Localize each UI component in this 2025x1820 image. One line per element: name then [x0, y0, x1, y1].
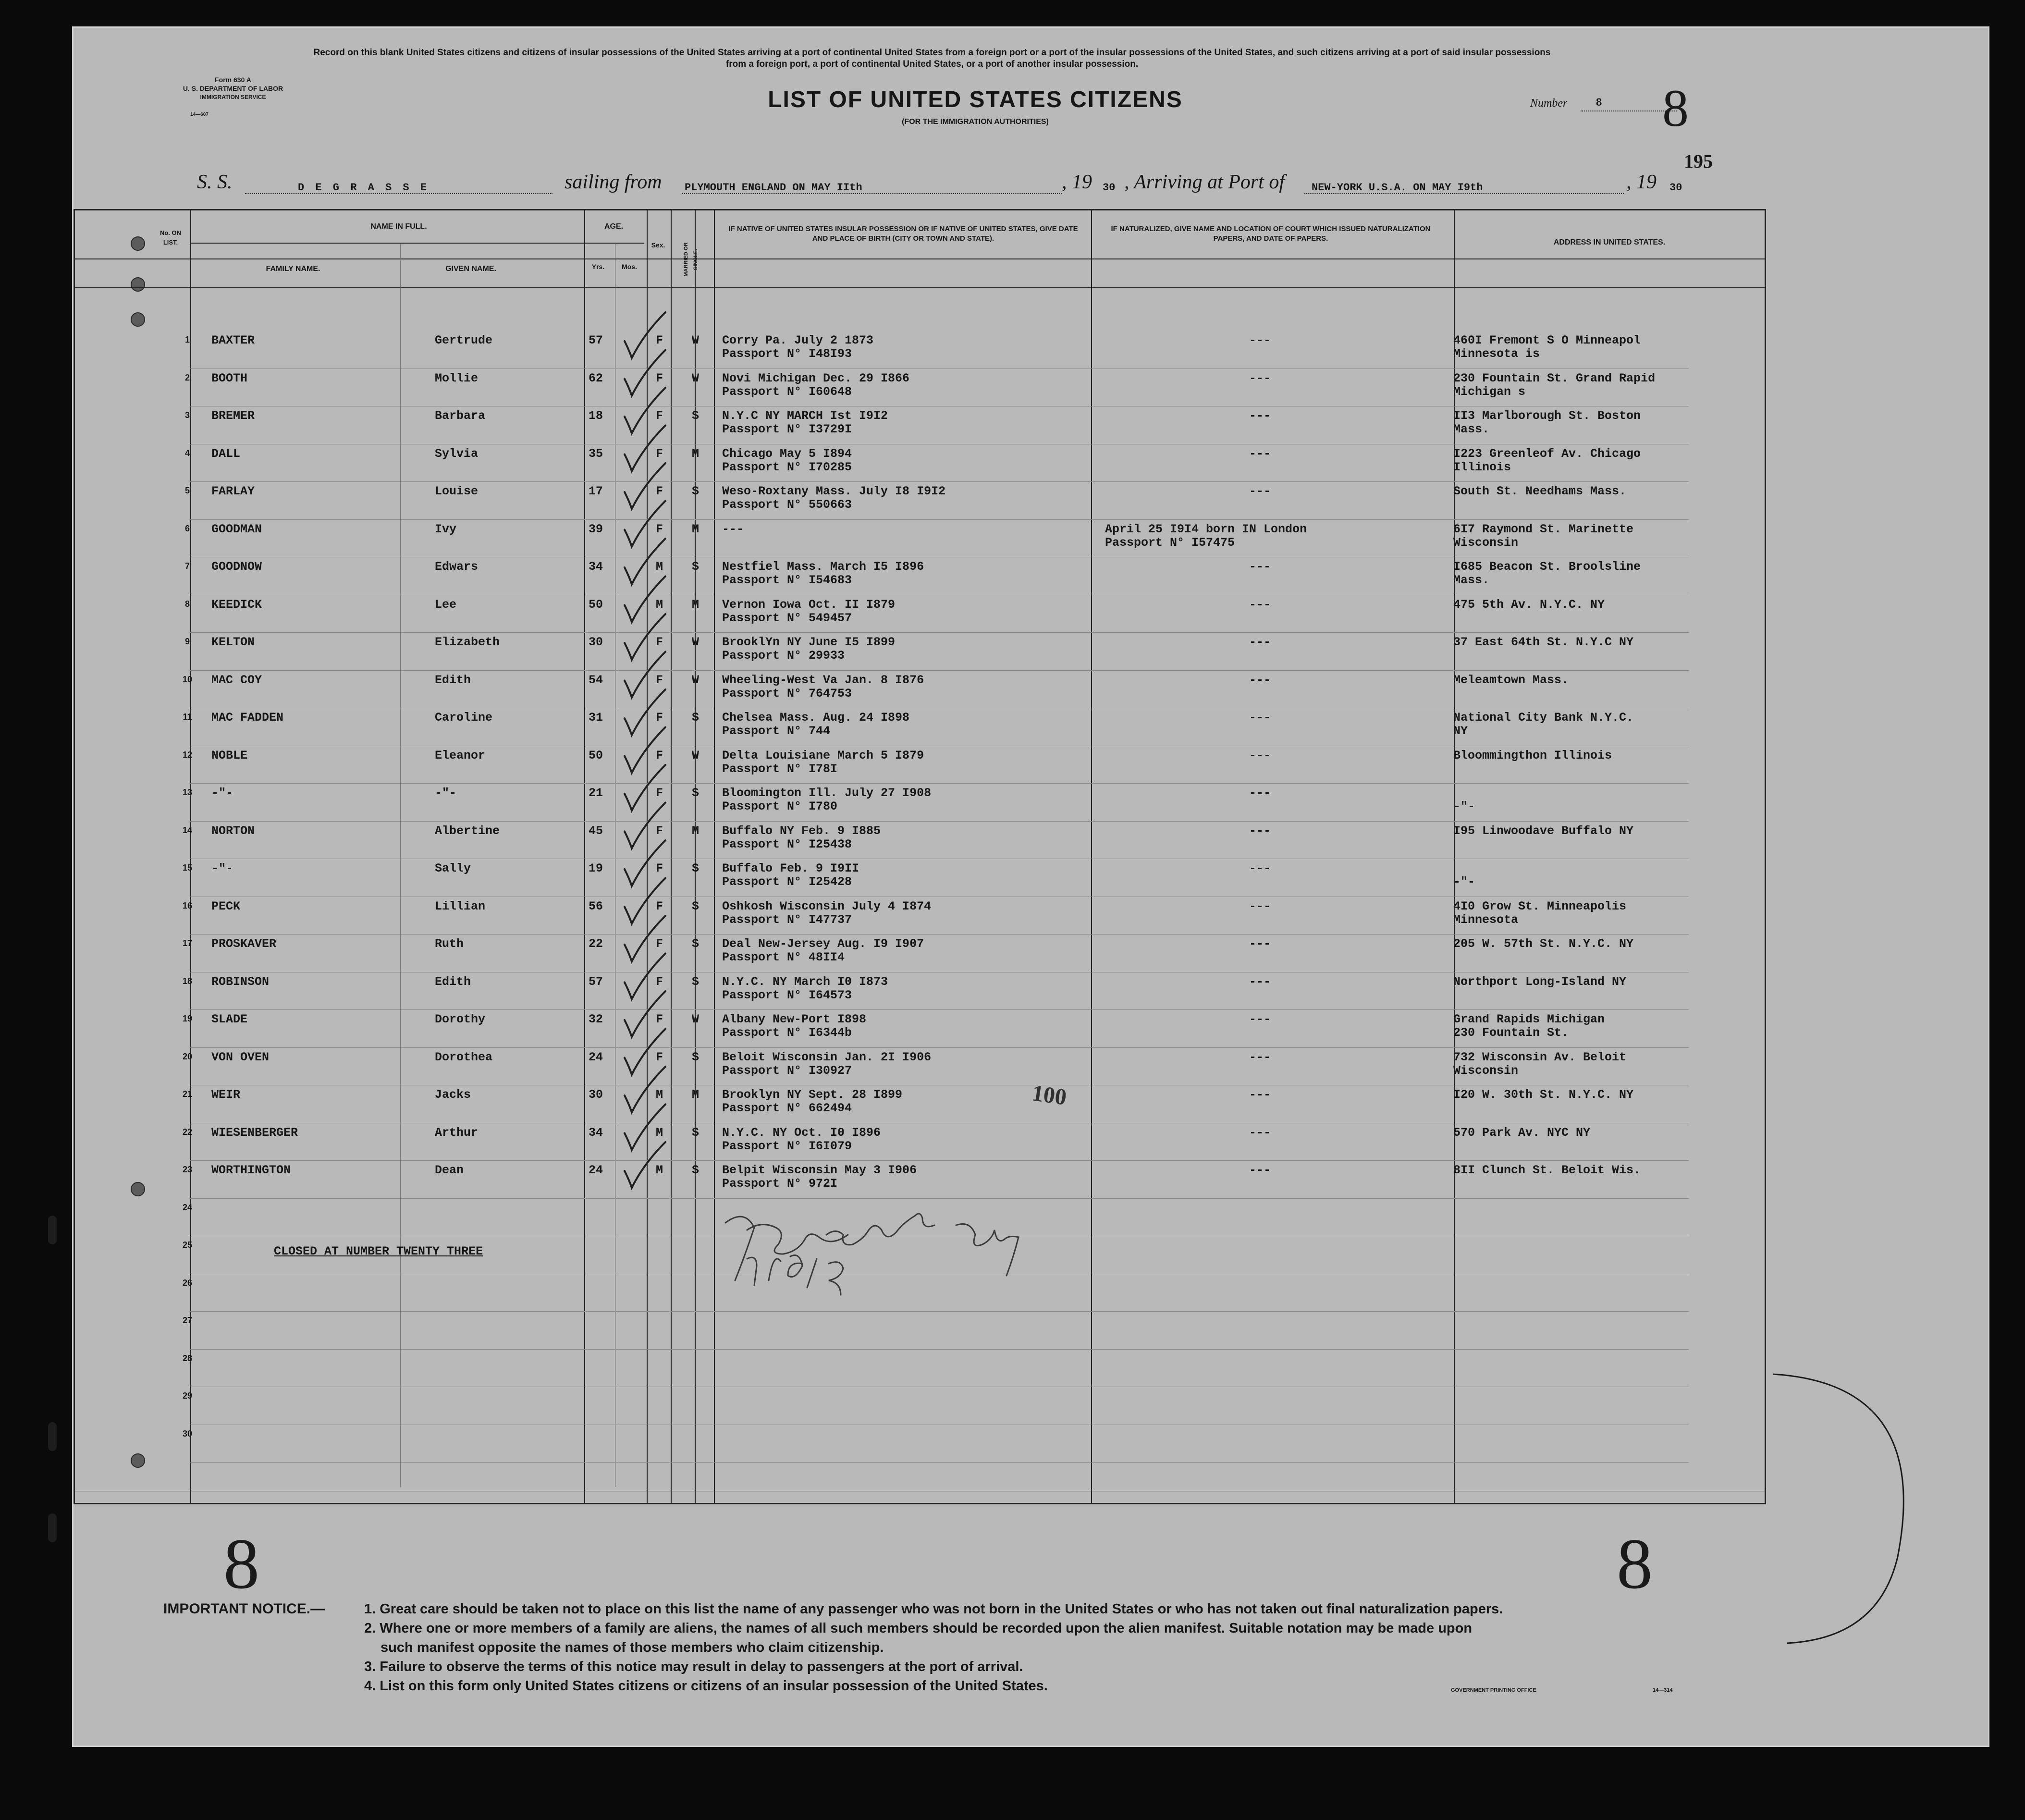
given-name-cell: Edwars: [435, 560, 479, 574]
passport-cell: Passport N° I6I079: [722, 1139, 852, 1153]
notice-item-3: 3. Failure to observe the terms of this notice may result in delay to passengers at the port of arrival.: [364, 1659, 1023, 1674]
birth-place-cell: Beloit Wisconsin Jan. 2I I906: [722, 1050, 932, 1064]
address-cell: Meleamtown Mass.: [1453, 673, 1569, 687]
header-family-name: FAMILY NAME.: [266, 265, 320, 273]
form-code: 14—607: [190, 112, 209, 117]
row-number: 27: [182, 1316, 193, 1325]
naturalization-cell: ---: [1249, 1050, 1271, 1064]
birth-place-cell: Bloomington Ill. July 27 I908: [722, 786, 932, 800]
header-address: ADDRESS IN UNITED STATES.: [1553, 238, 1666, 246]
number-typed: 8: [1596, 96, 1602, 108]
address-cell: 460I Fremont S O Minneapol: [1453, 333, 1641, 347]
given-name-cell: Sally: [435, 861, 471, 875]
given-name-cell: Barbara: [435, 409, 486, 423]
age-years-cell: 31: [589, 711, 603, 725]
header-mos: Mos.: [622, 263, 637, 271]
address-cell: 205 W. 57th St. N.Y.C. NY: [1453, 937, 1634, 951]
address-line2-cell: -"-: [1453, 799, 1475, 813]
passport-cell: Passport N° 972I: [722, 1177, 838, 1191]
given-name-cell: Louise: [435, 484, 479, 498]
marital-status-cell: M: [692, 446, 700, 461]
address-cell: 732 Wisconsin Av. Beloit: [1453, 1050, 1627, 1064]
naturalization-cell: ---: [1249, 861, 1271, 875]
marital-status-cell: S: [692, 560, 700, 574]
family-name-cell: MAC FADDEN: [211, 711, 284, 725]
address-cell: I223 Greenleof Av. Chicago: [1453, 446, 1641, 461]
birth-place-cell: Nestfiel Mass. March I5 I896: [722, 560, 924, 574]
family-name-cell: WEIR: [211, 1088, 241, 1102]
naturalization-cell: ---: [1249, 371, 1271, 385]
row-number: 8: [184, 599, 190, 609]
age-years-cell: 50: [589, 597, 603, 612]
given-name-cell: Mollie: [435, 371, 479, 385]
marital-status-cell: W: [692, 1012, 700, 1026]
naturalization-cell: ---: [1249, 560, 1271, 574]
naturalization-cell: ---: [1249, 748, 1271, 762]
row-number: 25: [182, 1240, 193, 1250]
age-years-cell: 18: [589, 409, 603, 423]
passport-cell: Passport N° I3729I: [722, 422, 852, 436]
year2-prefix: , 19: [1626, 171, 1657, 193]
sex-cell: F: [656, 333, 663, 347]
age-years-cell: 45: [589, 824, 603, 838]
family-name-cell: -"-: [211, 861, 233, 875]
birth-place-cell: N.Y.C NY MARCH Ist I9I2: [722, 409, 888, 423]
family-name-cell: ROBINSON: [211, 974, 270, 989]
notice-item-4: 4. List on this form only United States citizens or citizens of an insular possession of the United States.: [364, 1678, 1048, 1694]
marital-status-cell: W: [692, 748, 700, 762]
family-name-cell: KEEDICK: [211, 597, 262, 612]
birth-place-cell: Wheeling-West Va Jan. 8 I876: [722, 673, 924, 687]
page-title: LIST OF UNITED STATES CITIZENS: [768, 87, 1183, 112]
sex-cell: F: [656, 409, 663, 423]
ship-name: D E G R A S S E: [298, 182, 430, 194]
naturalization-passport-cell: Passport N° I57475: [1105, 535, 1235, 550]
sex-cell: M: [656, 597, 663, 612]
marital-status-cell: S: [692, 1050, 700, 1064]
marital-status-cell: M: [692, 824, 700, 838]
marital-status-cell: W: [692, 635, 700, 649]
address-cell: Northport Long-Island NY: [1453, 974, 1627, 989]
sex-cell: F: [656, 861, 663, 875]
age-years-cell: 30: [589, 1088, 603, 1102]
marital-status-cell: W: [692, 673, 700, 687]
row-number: 24: [182, 1202, 193, 1212]
passport-cell: Passport N° I6344b: [722, 1026, 852, 1040]
birth-place-cell: Oshkosh Wisconsin July 4 I874: [722, 899, 932, 913]
birth-place-cell: Buffalo Feb. 9 I9II: [722, 861, 859, 875]
passport-cell: Passport N° I54683: [722, 573, 852, 587]
address-cell: South St. Needhams Mass.: [1453, 484, 1627, 498]
notice-item-2: 2. Where one or more members of a family are aliens, the names of all such members should be recorded upon the alien manifest. Suitable notation may be made upon: [364, 1621, 1473, 1636]
address-cell: National City Bank N.Y.C.: [1453, 711, 1634, 725]
row-number: 3: [184, 410, 190, 420]
sex-cell: F: [656, 711, 663, 725]
sailing-from-value: PLYMOUTH ENGLAND ON MAY IIth: [685, 182, 862, 194]
sex-cell: F: [656, 824, 663, 838]
naturalization-cell: ---: [1249, 1125, 1271, 1140]
sex-cell: F: [656, 446, 663, 461]
address-line2-cell: Michigan s: [1453, 384, 1526, 399]
naturalization-cell: ---: [1249, 711, 1271, 725]
naturalization-cell: ---: [1249, 597, 1271, 612]
given-name-cell: Caroline: [435, 711, 493, 725]
row-number: 14: [182, 825, 193, 835]
age-years-cell: 50: [589, 748, 603, 762]
birth-place-cell: Novi Michigan Dec. 29 I866: [722, 371, 910, 385]
birth-place-cell: Deal New-Jersey Aug. I9 I907: [722, 937, 924, 951]
marital-status-cell: S: [692, 409, 700, 423]
passport-cell: Passport N° I30927: [722, 1063, 852, 1078]
header-no-on-list: No. ON LIST.: [160, 229, 182, 246]
given-name-cell: Lillian: [435, 899, 486, 913]
address-cell: 570 Park Av. NYC NY: [1453, 1125, 1591, 1140]
birth-place-cell: Brooklyn NY Sept. 28 I899: [722, 1088, 903, 1102]
marital-status-cell: W: [692, 371, 700, 385]
sex-cell: M: [656, 560, 663, 574]
age-years-cell: 32: [589, 1012, 603, 1026]
row-number: 28: [182, 1353, 193, 1363]
marital-status-cell: S: [692, 711, 700, 725]
birth-place-cell: Corry Pa. July 2 1873: [722, 333, 874, 347]
passport-cell: Passport N° 48II4: [722, 950, 845, 964]
service-label: IMMIGRATION SERVICE: [200, 94, 266, 100]
signature-stroke: [725, 1214, 1019, 1295]
birth-place-cell: N.Y.C. NY Oct. I0 I896: [722, 1125, 881, 1140]
marital-status-cell: S: [692, 1163, 700, 1177]
passport-cell: Passport N° 549457: [722, 611, 852, 625]
naturalization-cell: ---: [1249, 1163, 1271, 1177]
address-line2-cell: -"-: [1453, 875, 1475, 889]
printing-office-label: GOVERNMENT PRINTING OFFICE: [1451, 1687, 1536, 1693]
birth-place-cell: Weso-Roxtany Mass. July I8 I9I2: [722, 484, 946, 498]
birth-place-cell: Albany New-Port I898: [722, 1012, 867, 1026]
row-number: 7: [184, 561, 190, 571]
passport-cell: Passport N° 764753: [722, 686, 852, 701]
footer-left-number: 8: [223, 1524, 259, 1604]
birth-place-cell: Chicago May 5 I894: [722, 446, 852, 461]
row-number: 1: [184, 335, 190, 344]
sex-cell: F: [656, 1012, 663, 1026]
naturalization-cell: ---: [1249, 1012, 1271, 1026]
sex-cell: M: [656, 1163, 663, 1177]
address-cell: I685 Beacon St. Broolsline: [1453, 560, 1641, 574]
address-line2-cell: Wisconsin: [1453, 1063, 1519, 1078]
given-name-cell: Ivy: [435, 522, 457, 536]
given-name-cell: Edith: [435, 974, 471, 989]
row-number: 10: [182, 674, 193, 684]
address-line2-cell: 230 Fountain St.: [1453, 1026, 1569, 1040]
age-years-cell: 24: [589, 1163, 603, 1177]
marital-status-cell: S: [692, 786, 700, 800]
passport-cell: Passport N° I48I93: [722, 347, 852, 361]
family-name-cell: MAC COY: [211, 673, 262, 687]
check-tick: [625, 312, 665, 358]
age-years-cell: 34: [589, 1125, 603, 1140]
page-subtitle: (FOR THE IMMIGRATION AUTHORITIES): [902, 118, 1049, 126]
family-name-cell: WIESENBERGER: [211, 1125, 298, 1140]
birth-place-cell: Vernon Iowa Oct. II I879: [722, 597, 896, 612]
header-given-name: GIVEN NAME.: [445, 265, 496, 273]
sex-cell: M: [656, 1088, 663, 1102]
given-name-cell: Jacks: [435, 1088, 471, 1102]
family-name-cell: PECK: [211, 899, 241, 913]
row-number: 20: [182, 1051, 193, 1061]
year-prefix: , 19: [1062, 171, 1092, 193]
given-name-cell: Sylvia: [435, 446, 479, 461]
notice-lead: IMPORTANT NOTICE.—: [163, 1601, 325, 1617]
birth-place-cell: BrooklYn NY June I5 I899: [722, 635, 896, 649]
given-name-cell: Ruth: [435, 937, 464, 951]
passport-cell: Passport N° 662494: [722, 1101, 852, 1115]
naturalization-cell: ---: [1249, 937, 1271, 951]
age-years-cell: 35: [589, 446, 603, 461]
birth-place-cell: Chelsea Mass. Aug. 24 I898: [722, 711, 910, 725]
row-number: 29: [182, 1391, 193, 1401]
family-name-cell: GOODMAN: [211, 522, 262, 536]
family-name-cell: FARLAY: [211, 484, 255, 498]
row-number: 17: [182, 938, 193, 948]
header-name-in-full: NAME IN FULL.: [370, 222, 427, 231]
marital-status-cell: M: [692, 522, 700, 536]
marital-status-cell: S: [692, 1125, 700, 1140]
address-cell: 37 East 64th St. N.Y.C NY: [1453, 635, 1634, 649]
address-line2-cell: NY: [1453, 724, 1468, 738]
naturalization-cell: ---: [1249, 484, 1271, 498]
row-number: 23: [182, 1165, 193, 1174]
passport-cell: Passport N° I78I: [722, 762, 838, 776]
row-number: 16: [182, 900, 193, 910]
passport-cell: Passport N° I64573: [722, 988, 852, 1002]
row-number: 5: [184, 486, 190, 495]
naturalization-cell: ---: [1249, 333, 1271, 347]
passport-cell: Passport N° I47737: [722, 912, 852, 927]
birth-place-cell: Buffalo NY Feb. 9 I885: [722, 824, 881, 838]
marital-status-cell: S: [692, 974, 700, 989]
age-years-cell: 39: [589, 522, 603, 536]
family-name-cell: BREMER: [211, 409, 255, 423]
port-value: NEW-YORK U.S.A. ON MAY I9th: [1312, 182, 1483, 194]
sex-cell: F: [656, 371, 663, 385]
given-name-cell: Gertrude: [435, 333, 493, 347]
family-name-cell: KELTON: [211, 635, 255, 649]
family-name-cell: PROSKAVER: [211, 937, 277, 951]
passport-cell: Passport N° I25428: [722, 875, 852, 889]
naturalization-cell: ---: [1249, 786, 1271, 800]
sex-cell: F: [656, 937, 663, 951]
address-cell: 475 5th Av. N.Y.C. NY: [1453, 597, 1605, 612]
age-years-cell: 34: [589, 560, 603, 574]
family-name-cell: -"-: [211, 786, 233, 800]
age-years-cell: 62: [589, 371, 603, 385]
age-years-cell: 57: [589, 333, 603, 347]
sailing-from-label: sailing from: [565, 171, 662, 193]
given-name-cell: Elizabeth: [435, 635, 500, 649]
marital-status-cell: S: [692, 861, 700, 875]
age-years-cell: 56: [589, 899, 603, 913]
page-edge-arc: [1773, 1374, 1903, 1643]
address-line2-cell: Wisconsin: [1453, 535, 1519, 550]
year-suffix: 30: [1103, 182, 1116, 194]
sex-cell: F: [656, 673, 663, 687]
row-number: 13: [182, 787, 193, 797]
address-cell: 4I0 Grow St. Minneapolis: [1453, 899, 1627, 913]
address-cell: Grand Rapids Michigan: [1453, 1012, 1605, 1026]
sex-cell: M: [656, 1125, 663, 1140]
family-name-cell: BAXTER: [211, 333, 255, 347]
naturalization-cell: ---: [1249, 974, 1271, 989]
passport-cell: Passport N° I780: [722, 799, 838, 813]
row-number: 18: [182, 976, 193, 986]
marital-status-cell: S: [692, 484, 700, 498]
marital-status-cell: W: [692, 333, 700, 347]
birth-place-cell: Delta Louisiane March 5 I879: [722, 748, 924, 762]
passport-cell: Passport N° 744: [722, 724, 831, 738]
sex-cell: F: [656, 484, 663, 498]
birth-place-cell: ---: [722, 522, 744, 536]
address-line2-cell: Minnesota: [1453, 912, 1519, 927]
marital-status-cell: M: [692, 1088, 700, 1102]
row-number: 9: [184, 637, 190, 646]
given-name-cell: Lee: [435, 597, 457, 612]
sex-cell: F: [656, 899, 663, 913]
age-years-cell: 24: [589, 1050, 603, 1064]
given-name-cell: Dorothea: [435, 1050, 493, 1064]
given-name-cell: Albertine: [435, 824, 500, 838]
family-name-cell: VON OVEN: [211, 1050, 270, 1064]
marital-status-cell: S: [692, 937, 700, 951]
birth-place-cell: Belpit Wisconsin May 3 I906: [722, 1163, 917, 1177]
row-number: 21: [182, 1089, 193, 1099]
family-name-cell: WORTHINGTON: [211, 1163, 291, 1177]
record-instructions: Record on this blank United States citizens and citizens of insular possessions of the United States arriving at a port of continental United States from a foreign port or a port of the insular possessions of the United States, and such citizens arriving at a port of said insular possessions from a foreign port, a port of continental United States, or a port of another insular possession.: [313, 48, 1551, 69]
marital-status-cell: M: [692, 597, 700, 612]
row-number: 15: [182, 863, 193, 873]
row-number: 11: [183, 712, 192, 722]
department-label: U. S. DEPARTMENT OF LABOR: [183, 85, 283, 92]
row-number: 12: [182, 750, 193, 760]
year2-suffix: 30: [1669, 182, 1682, 194]
naturalization-cell: ---: [1249, 899, 1271, 913]
sex-cell: F: [656, 748, 663, 762]
age-years-cell: 17: [589, 484, 603, 498]
address-cell: 6I7 Raymond St. Marinette: [1453, 522, 1634, 536]
given-name-cell: Arthur: [435, 1125, 479, 1140]
sex-cell: F: [656, 522, 663, 536]
passport-cell: Passport N° 29933: [722, 649, 845, 663]
stamp-number: 100: [1030, 1080, 1068, 1110]
address-cell: 230 Fountain St. Grand Rapid: [1453, 371, 1656, 385]
footer-right-number: 8: [1617, 1524, 1653, 1604]
row-number: 26: [182, 1278, 193, 1288]
closed-note: CLOSED AT NUMBER TWENTY THREE: [274, 1244, 483, 1258]
family-name-cell: BOOTH: [211, 371, 248, 385]
passport-cell: Passport N° I60648: [722, 384, 852, 399]
naturalization-cell: ---: [1249, 1088, 1271, 1102]
given-name-cell: Edith: [435, 673, 471, 687]
passport-cell: Passport N° I25438: [722, 837, 852, 851]
number-label: Number: [1530, 97, 1568, 110]
given-name-cell: Dean: [435, 1163, 464, 1177]
address-cell: II3 Marlborough St. Boston: [1453, 409, 1641, 423]
address-cell: I20 W. 30th St. N.Y.C. NY: [1453, 1088, 1634, 1102]
address-cell: Bloommingthon Illinois: [1453, 748, 1612, 762]
given-name-cell: Dorothy: [435, 1012, 486, 1026]
age-years-cell: 57: [589, 974, 603, 989]
age-years-cell: 30: [589, 635, 603, 649]
naturalization-cell: ---: [1249, 409, 1271, 423]
row-number: 30: [182, 1428, 193, 1439]
naturalization-cell: ---: [1249, 824, 1271, 838]
row-number: 4: [184, 448, 190, 458]
sex-cell: F: [656, 786, 663, 800]
arriving-label: , Arriving at Port of: [1124, 171, 1285, 193]
header-married: MARRIED OR SINGLE.: [683, 242, 699, 277]
passport-cell: Passport N° 550663: [722, 498, 852, 512]
family-name-cell: GOODNOW: [211, 560, 262, 574]
naturalization-cell: ---: [1249, 673, 1271, 687]
naturalization-cell: ---: [1249, 446, 1271, 461]
age-years-cell: 22: [589, 937, 603, 951]
address-cell: I95 Linwoodave Buffalo NY: [1453, 824, 1634, 838]
notice-item-1: 1. Great care should be taken not to place on this list the name of any passenger who was not born in the United States or who has not taken out final naturalization papers.: [364, 1601, 1503, 1617]
row-number: 2: [184, 372, 190, 382]
family-name-cell: SLADE: [211, 1012, 248, 1026]
header-native: IF NATIVE OF UNITED STATES INSULAR POSSESSION OR IF NATIVE OF UNITED STATES, GIVE DATE AND PLACE OF BIRTH (CITY OR TOWN AND STATE).: [728, 225, 1078, 243]
row-number: 6: [184, 523, 190, 533]
naturalization-cell: ---: [1249, 635, 1271, 649]
age-years-cell: 21: [589, 786, 603, 800]
birth-place-cell: N.Y.C. NY March I0 I873: [722, 974, 888, 989]
sex-cell: F: [656, 635, 663, 649]
header-yrs: Yrs.: [591, 263, 605, 271]
sex-cell: F: [656, 1050, 663, 1064]
ss-label: S. S.: [197, 171, 233, 193]
notice-item-2-cont: such manifest opposite the names of those members who claim citizenship.: [380, 1640, 884, 1655]
family-name-cell: DALL: [211, 446, 241, 461]
address-line2-cell: Illinois: [1453, 460, 1511, 474]
header-naturalized: IF NATURALIZED, GIVE NAME AND LOCATION OF COURT WHICH ISSUED NATURALIZATION PAPERS, AND DATE OF PAPERS.: [1111, 225, 1431, 243]
naturalization-cell: April 25 I9I4 born IN London: [1105, 522, 1307, 536]
address-line2-cell: Mass.: [1453, 573, 1490, 587]
age-years-cell: 19: [589, 861, 603, 875]
address-line2-cell: Mass.: [1453, 422, 1490, 436]
given-name-cell: Eleanor: [435, 748, 486, 762]
given-name-cell: -"-: [435, 786, 457, 800]
header-sex: Sex.: [651, 241, 665, 249]
age-years-cell: 54: [589, 673, 603, 687]
address-line2-cell: Minnesota is: [1453, 347, 1540, 361]
header-age: AGE.: [604, 222, 624, 231]
row-number: 19: [182, 1014, 193, 1023]
footer-form-code: 14—314: [1653, 1687, 1673, 1693]
form-number: Form 630 A: [215, 76, 251, 84]
row-number: 22: [182, 1127, 193, 1137]
family-name-cell: NOBLE: [211, 748, 248, 762]
sex-cell: F: [656, 974, 663, 989]
passport-cell: Passport N° I70285: [722, 460, 852, 474]
marital-status-cell: S: [692, 899, 700, 913]
address-cell: 8II Clunch St. Beloit Wis.: [1453, 1163, 1641, 1177]
page-number: 195: [1684, 150, 1713, 172]
family-name-cell: NORTON: [211, 824, 255, 838]
number-handwritten: 8: [1662, 79, 1689, 137]
